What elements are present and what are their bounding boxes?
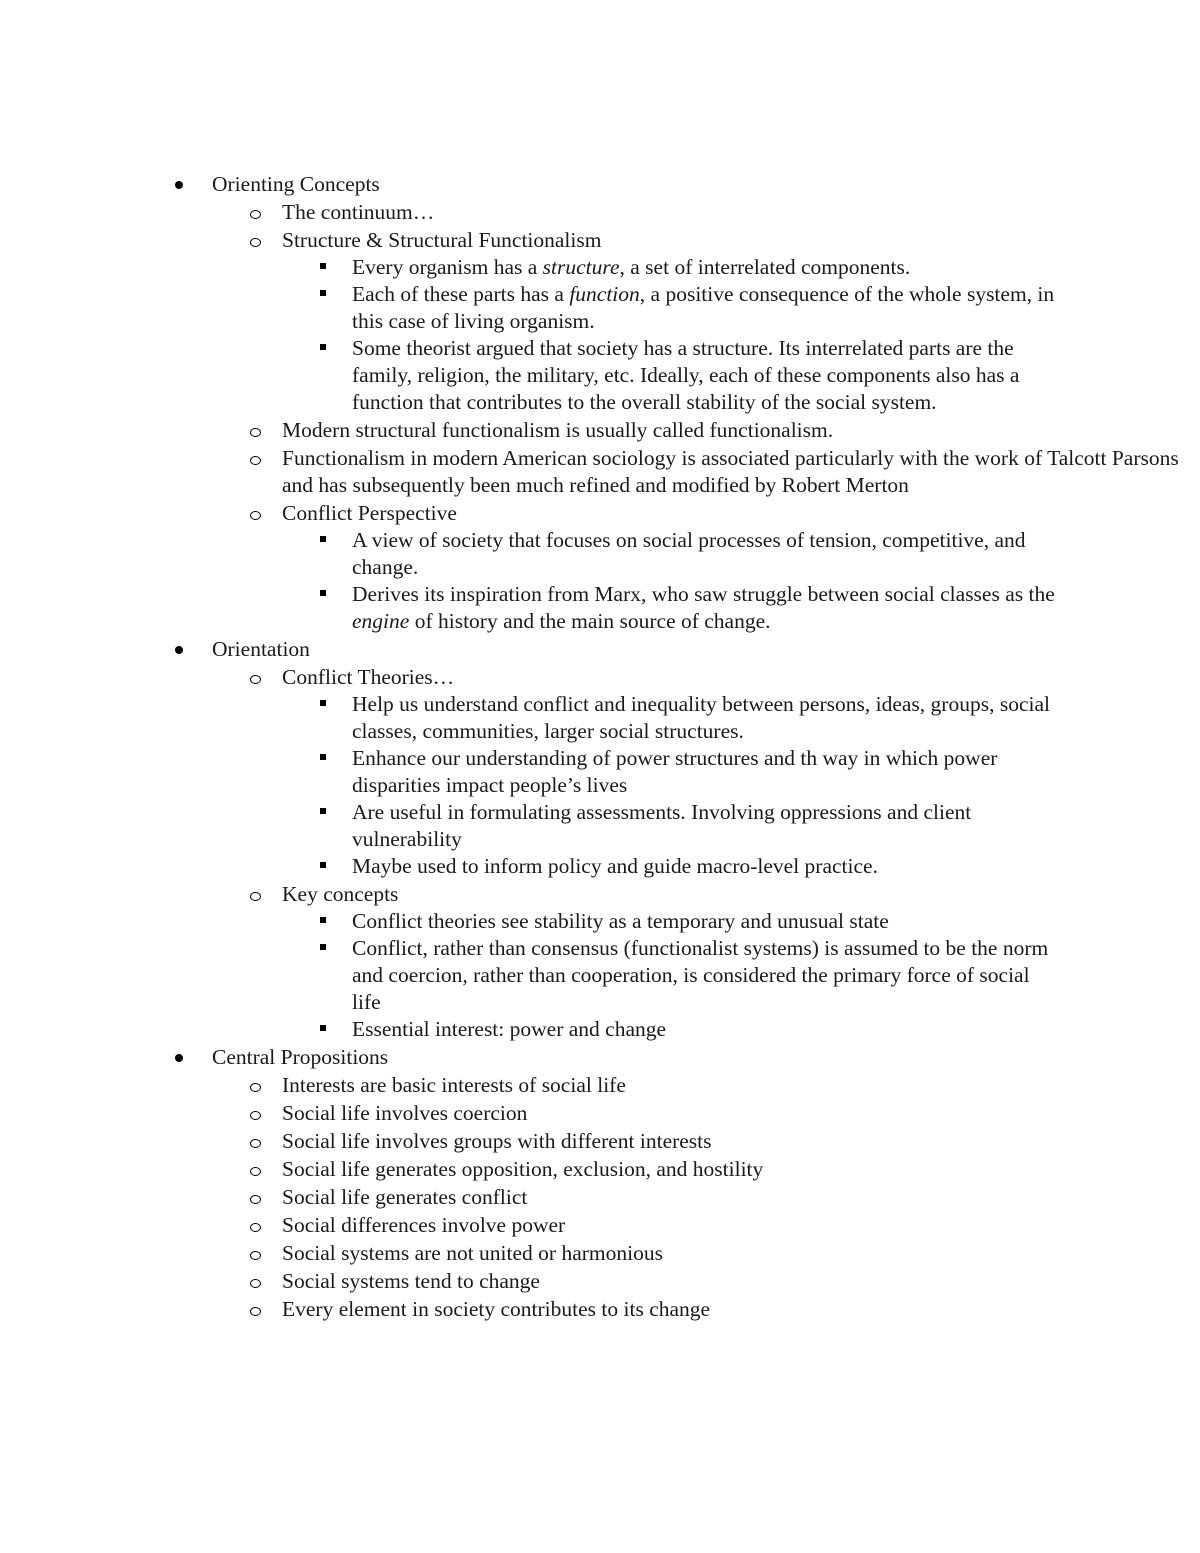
outline-item-level-3 [0,581,1200,635]
outline-list [0,170,1200,1323]
outline-item-text: Structure & Structural Functionalism [282,228,602,252]
outline-item-text [352,254,1060,281]
outline-item-text: Are useful in formulating assessments. Involving oppressions and client vulnerability [352,800,972,851]
outline-item-text: Enhance our understanding of power structures and th way in which power disparities impact people’s lives [352,746,998,797]
outline-item-level-3 [0,281,1200,335]
outline-item-level-3 [0,254,1200,281]
outline-item-level-2 [0,1100,1200,1127]
outline-item-text: Social life generates conflict [282,1185,528,1209]
emphasized-term: engine [352,609,410,633]
outline-item-text: Key concepts [282,882,399,906]
outline-item-text: Orienting Concepts [212,172,380,196]
outline-item-text: Social differences involve power [282,1213,566,1237]
outline-item-level-3 [0,799,1200,853]
outline-item-level-1 [0,171,1200,198]
outline-item-level-2 [0,664,1200,691]
outline-item-text: The continuum… [282,200,435,224]
outline-item-text-part: of history and the main source of change. [409,609,771,633]
outline-item-level-2 [0,417,1200,444]
outline-item-text: Central Propositions [212,1045,389,1069]
outline-item-level-2 [0,1268,1200,1295]
outline-item-level-3 [0,935,1200,1016]
outline-item-level-3 [0,335,1200,416]
outline-item-level-1 [0,636,1200,663]
outline-item-text: Help us understand conflict and inequality between persons, ideas, groups, social classes, communities, larger social structures. [352,692,1050,743]
outline-item-text-part: Each of these parts has a [352,282,570,306]
outline-item-level-2 [0,881,1200,908]
outline-item-level-1 [0,1044,1200,1071]
outline-item-text: Conflict, rather than consensus (functionalist systems) is assumed to be the norm and coercion, rather than cooperation, is considered the primary force of social life [352,936,1049,1014]
outline-item-text: Modern structural functionalism is usually called functionalism. [282,418,834,442]
outline-item-level-2 [0,199,1200,226]
outline-item-text-part: Derives its inspiration from Marx, who saw struggle between social classes as the [352,582,1055,606]
outline-item-text: Maybe used to inform policy and guide macro-level practice. [352,854,878,878]
outline-item-level-3 [0,527,1200,581]
outline-item-text-part: Every organism has a [352,255,543,279]
outline-item-text: Orientation [212,637,310,661]
outline-item-text [352,281,1060,335]
outline-item-text: Essential interest: power and change [352,1017,667,1041]
outline-item-text: A view of society that focuses on social processes of tension, competitive, and change. [352,528,1026,579]
outline-item-level-2 [0,1156,1200,1183]
outline-item-text: Functionalism in modern American sociology is associated particularly with the work of Talcott Parsons and has subsequently been much refined and modified by Robert Merton [282,446,1179,497]
outline-item-level-2 [0,1184,1200,1211]
outline-item-text: Interests are basic interests of social life [282,1073,626,1097]
outline-item-level-2 [0,1072,1200,1099]
outline-item-text: Conflict Perspective [282,501,457,525]
outline-item-text: Some theorist argued that society has a structure. Its interrelated parts are the family, religion, the military, etc. Ideally, each of these components also has a function that contributes to the overall stability of the social system. [352,336,1020,414]
outline-item-text-part: , a positive consequence of the whole system, in this case of living organism. [352,282,1055,333]
outline-item-text: Conflict theories see stability as a temporary and unusual state [352,909,889,933]
outline-item-level-2 [0,227,1200,254]
outline-item-level-2 [0,445,1200,499]
outline-item-level-3 [0,1016,1200,1043]
outline-item-text: Social life involves coercion [282,1101,528,1125]
outline-item-level-3 [0,908,1200,935]
outline-item-level-3 [0,691,1200,745]
outline-item-level-2 [0,1296,1200,1323]
outline-item-text: Social systems are not united or harmonious [282,1241,663,1265]
outline-item-level-2 [0,1212,1200,1239]
emphasized-term: structure [542,255,620,279]
outline-item-text: Conflict Theories… [282,665,455,689]
outline-item-text: Social life involves groups with different interests [282,1129,712,1153]
outline-item-level-3 [0,745,1200,799]
outline-item-text [352,581,1060,635]
outline-item-text: Social life generates opposition, exclusion, and hostility [282,1157,764,1181]
outline-item-level-2 [0,1240,1200,1267]
outline-item-level-2 [0,500,1200,527]
outline-item-text-part: , a set of interrelated components. [619,255,911,279]
outline-item-level-3 [0,853,1200,880]
outline-item-text: Every element in society contributes to its change [282,1297,711,1321]
emphasized-term: function [569,282,640,306]
outline-item-level-2 [0,1128,1200,1155]
outline-item-text: Social systems tend to change [282,1269,540,1293]
